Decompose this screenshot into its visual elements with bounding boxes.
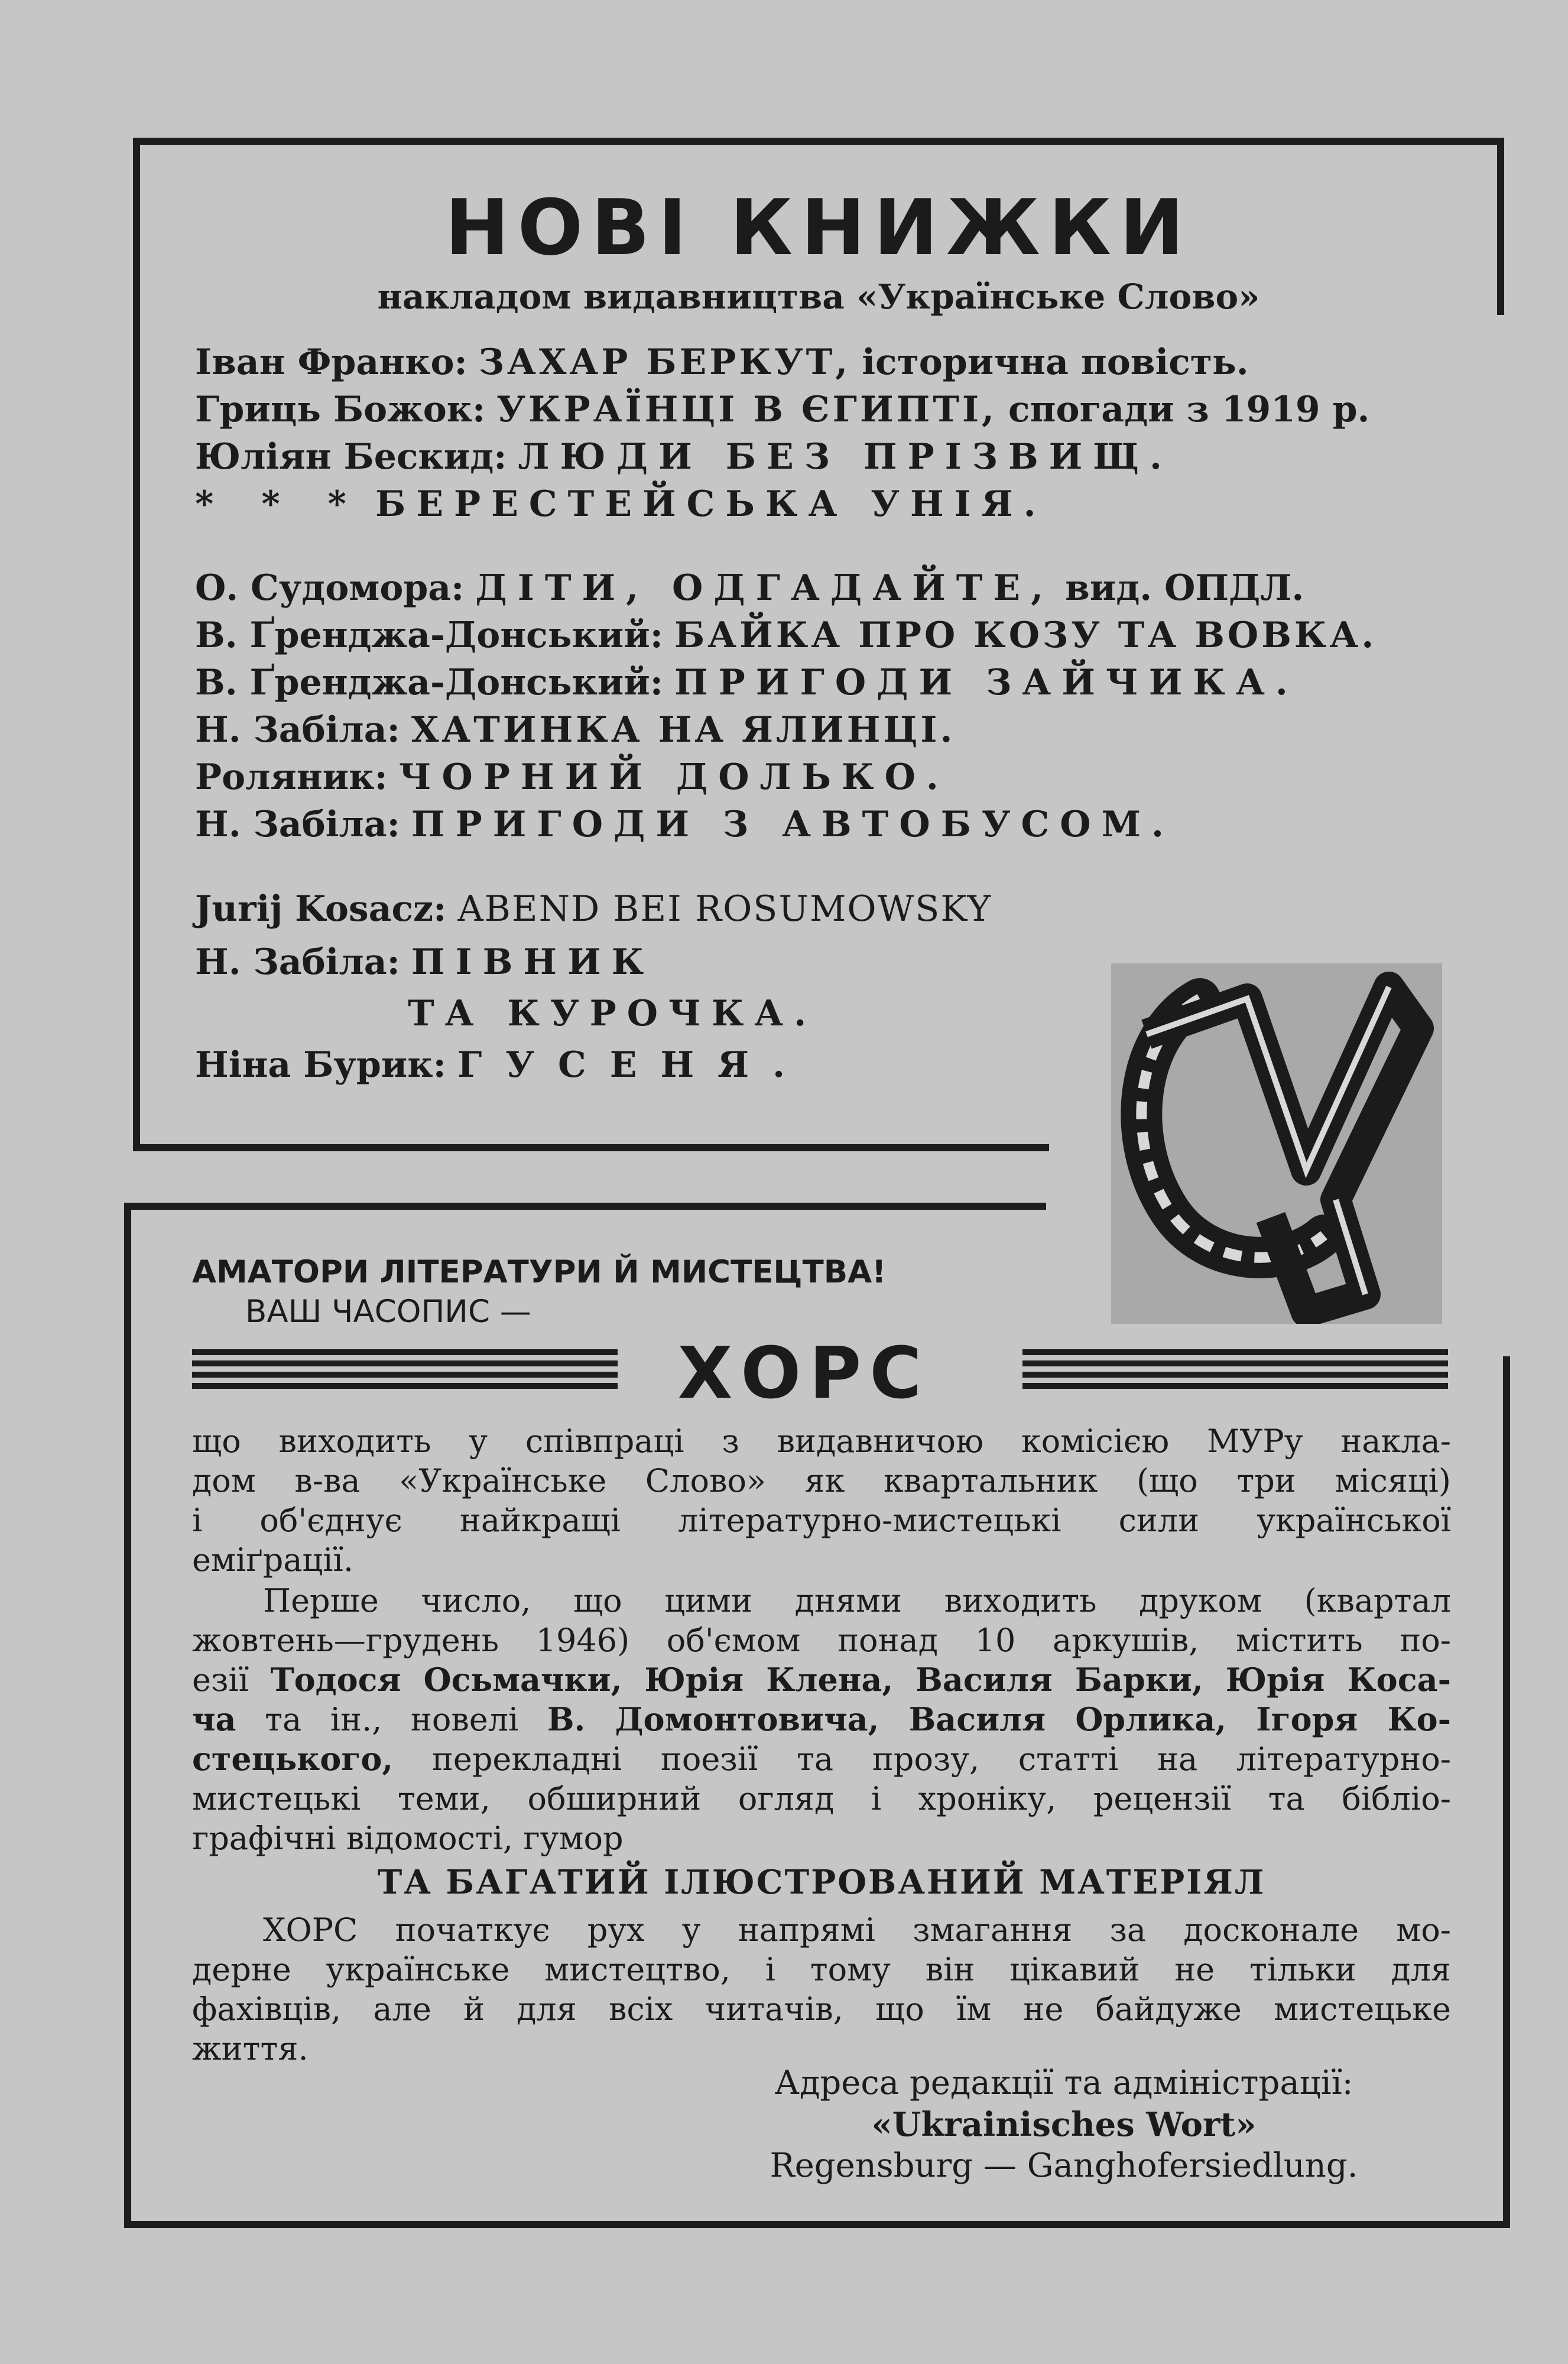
address-label: Адреса редакції та адміністрації: xyxy=(774,2064,1353,2102)
ad-paragraph-2: Перше число, що цими днями виходить друком (квартал жовтень—грудень 1946) об'ємом понад 10 аркушів, містить по- езії Тодося Осьмачки, Юрія Клена, Василя Барки, Юрія Коса- ча та ін., новелі В. Домонтовича, Василя Орлика, Ігоря Ко- стецького, перекладні поезії та прозу, статті на літературно- мистецькі теми, обширний огляд і хроніку, рецензії та бібліо- графічні відомості, гумор xyxy=(192,1582,1451,1857)
book-entry: Jurij Kosacz: ABEND BEI ROSUMOWSKY xyxy=(195,888,992,930)
address-name: «Ukrainisches Wort» xyxy=(871,2105,1257,2144)
journal-name: ХОРС xyxy=(677,1333,930,1415)
ad-illustrated-material: ТА БАГАТИЙ ІЛЮСТРОВАНИЙ МАТЕРІЯЛ xyxy=(377,1863,1266,1902)
ad-your-journal: ВАШ ЧАСОПИС — xyxy=(245,1294,531,1330)
book-entry: Іван Франко: ЗАХАР БЕРКУТ, історична повість. xyxy=(195,342,1249,383)
book-entry: Юліян Бескид: ЛЮДИ БЕЗ ПРІЗВИЩ. xyxy=(195,436,1173,478)
book-entry: О. Судомора: ДІТИ, ОДГАДАЙТЕ, вид. ОПДЛ. xyxy=(195,567,1304,609)
book-entry: Роляник: ЧОРНИЙ ДОЛЬКО. xyxy=(195,756,949,798)
book-entry: Н. Забіла: ПРИГОДИ З АВТОБУСОМ. xyxy=(195,804,1174,845)
book-entry: * * * БЕРЕСТЕЙСЬКА УНІЯ. xyxy=(195,483,1047,525)
book-entry: Гриць Божок: УКРАЇНЦІ В ЄГИПТІ, спогади з 1919 р. xyxy=(195,389,1370,430)
book-entry: В. Ґренджа-Донський: БАЙКА ПРО КОЗУ ТА ВОВКА. xyxy=(195,615,1377,656)
ad-paragraph-3: ХОРС початкує рух у напрямі змагання за досконале мо- дерне українське мистецтво, і тому він цікавий не тільки для фахівців, але й для всіх читачів, що їм не байдуже мистецьке життя. xyxy=(192,1911,1451,2067)
book-entry: Ніна Бурик: ГУСЕНЯ. xyxy=(195,1044,809,1086)
book-entry: В. Ґренджа-Донський: ПРИГОДИ ЗАЙЧИКА. xyxy=(195,662,1298,703)
book-entry: ТА КУРОЧКА. xyxy=(408,993,817,1034)
book-entry: Н. Забіла: ПІВНИК xyxy=(195,941,655,983)
address-place: Regensburg — Ganghofersiedlung. xyxy=(770,2147,1358,2185)
decorative-stripes-left xyxy=(192,1349,618,1402)
ad-appeal: АМАТОРИ ЛІТЕРАТУРИ Й МИСТЕЦТВА! xyxy=(192,1254,887,1290)
page-title: НОВІ КНИЖКИ xyxy=(444,183,1193,272)
book-entry: Н. Забіла: ХАТИНКА НА ЯЛИНЦІ. xyxy=(195,709,956,751)
decorative-stripes-right xyxy=(1022,1349,1448,1402)
ad-paragraph-1: що виходить у співпраці з видавничою комісією МУРу накла- дом в-ва «Українське Слово» як квартальник (що три місяці) і об'єднує найкращі літературно-мистецькі сили української еміґрації. xyxy=(192,1423,1451,1579)
publisher-subtitle: накладом видавництва «Українське Слово» xyxy=(377,277,1260,317)
